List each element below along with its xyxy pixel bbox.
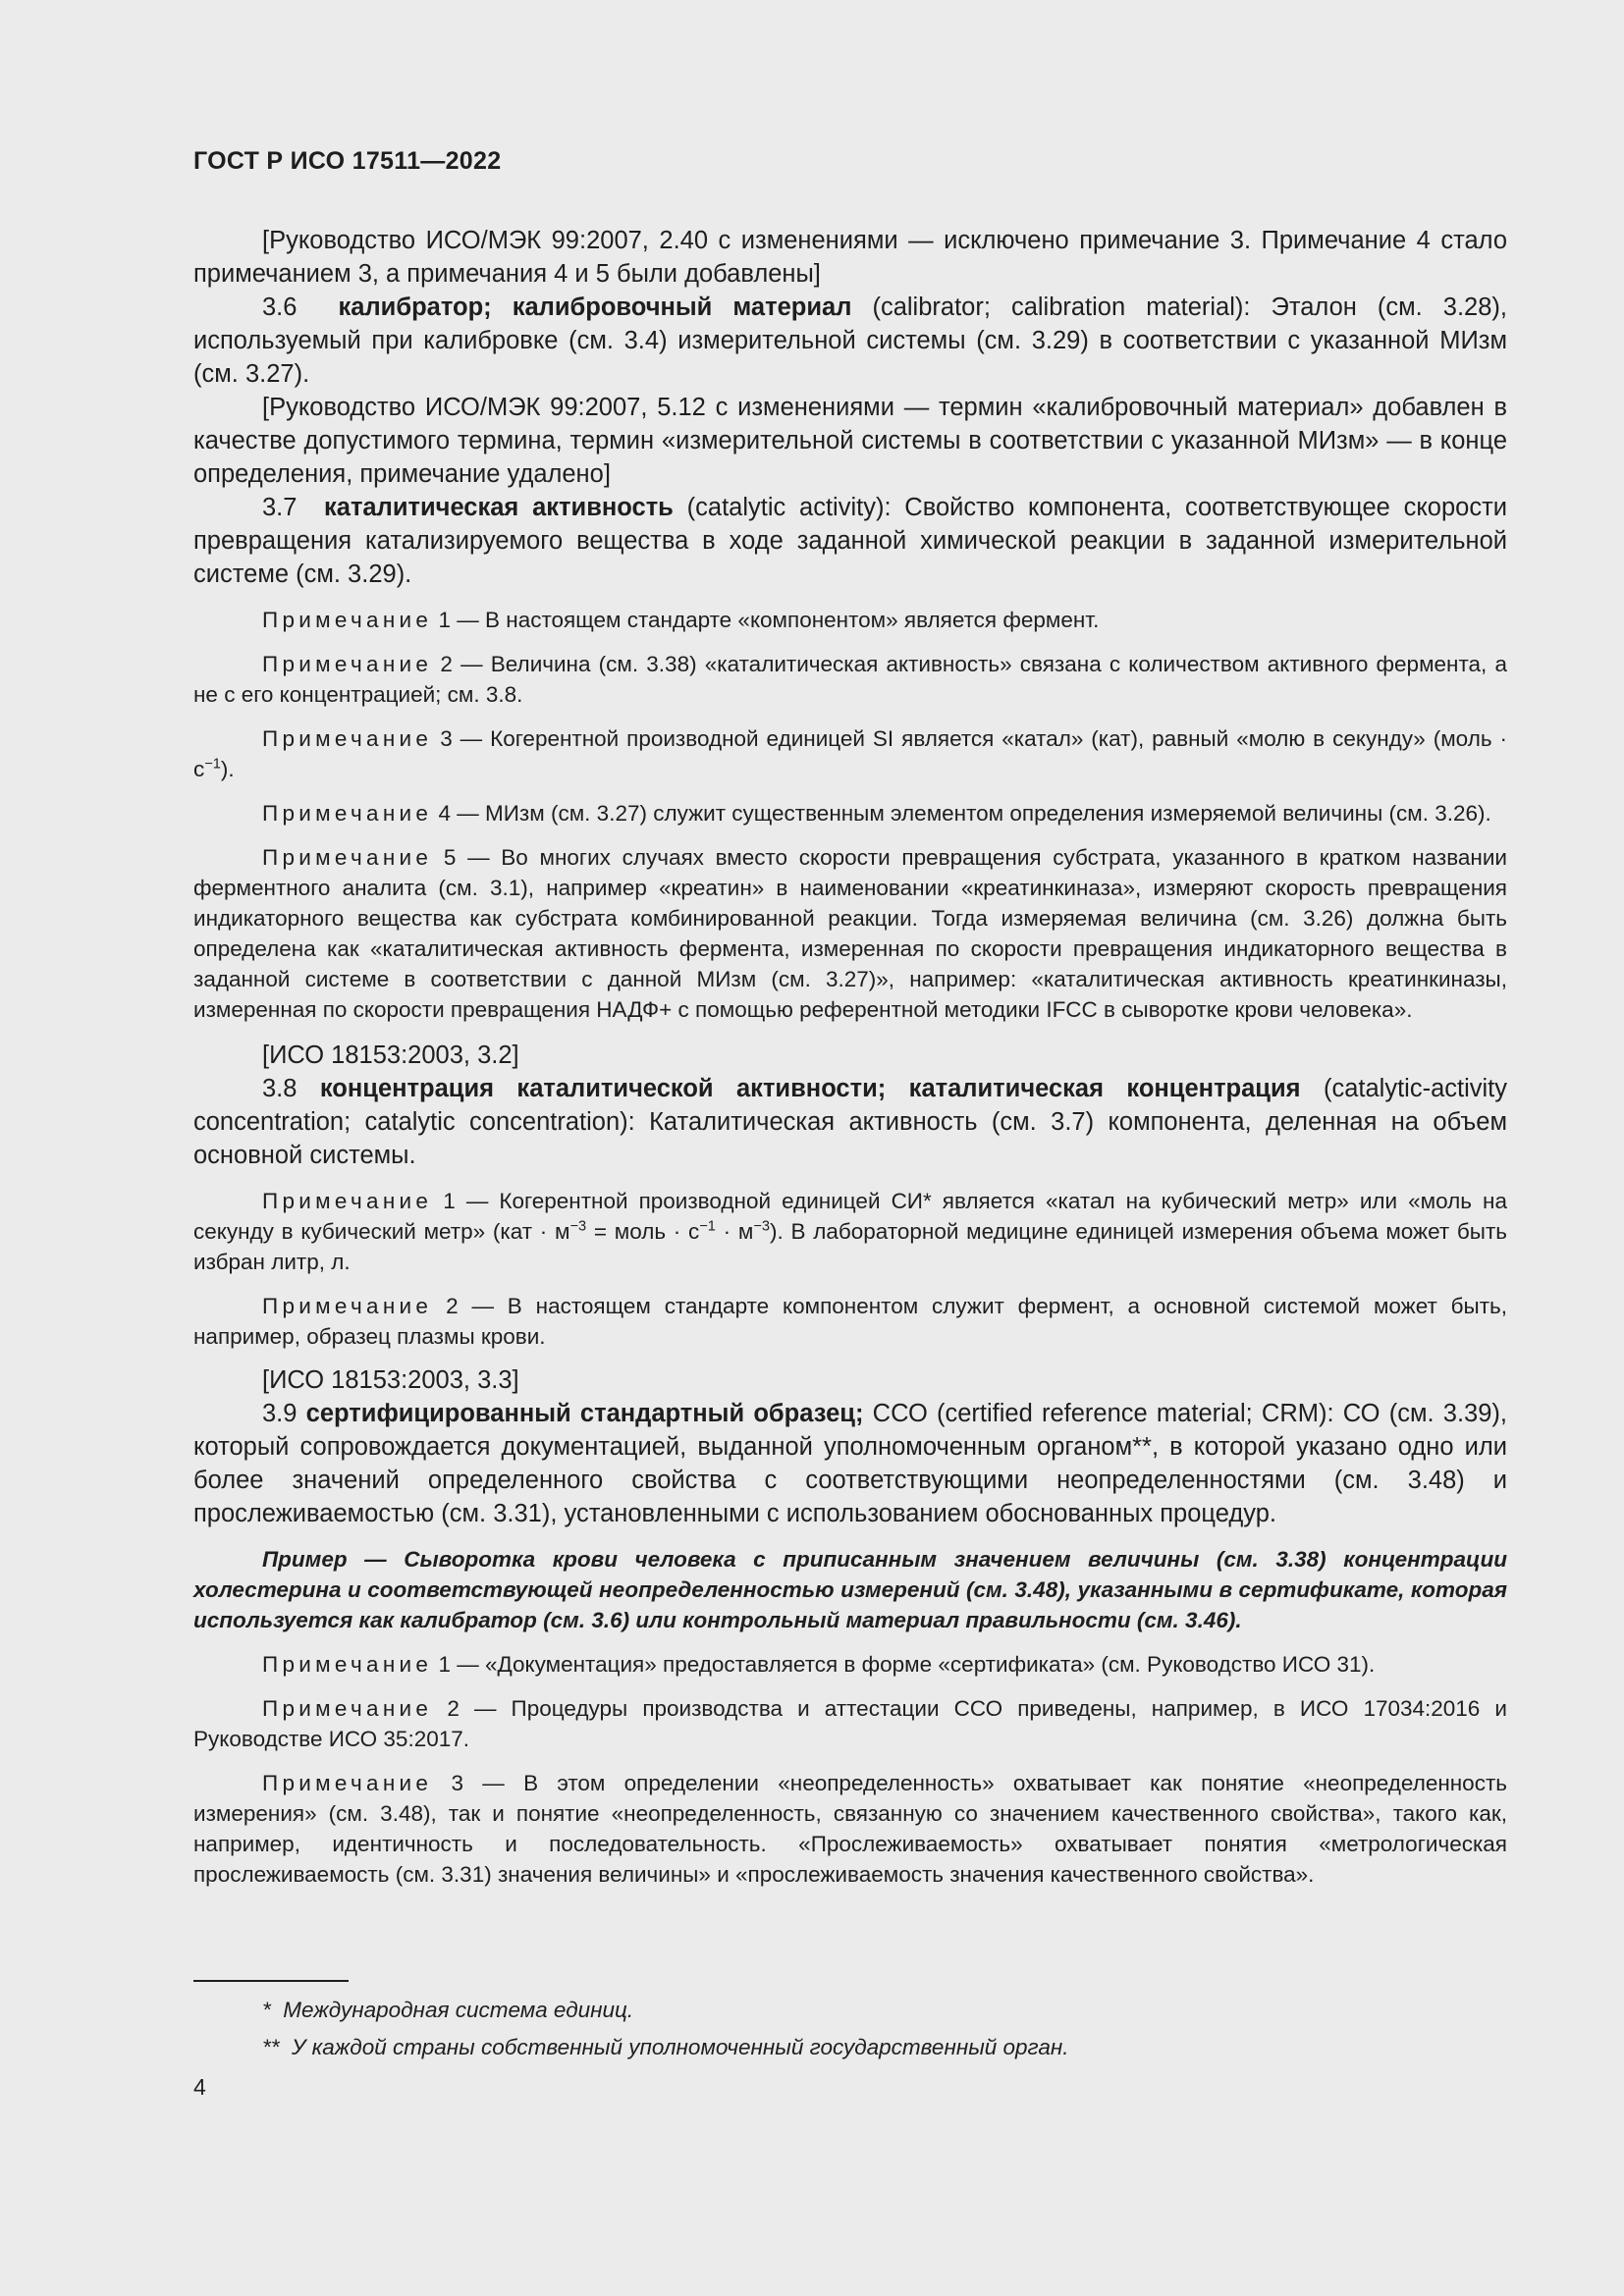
example-text: Пример — Сыворотка крови человека с приписанным значением величины (см. 3.38) концентрации холестерина и соответствующей неопределенностью измерений (см. 3.48), указанными в сертификате, которая используется как калибратор (см. 3.6) или контрольный материал правильности (см. 3.46). xyxy=(193,1547,1507,1632)
note-label: Примечание xyxy=(262,1652,433,1677)
note xyxy=(193,798,1507,828)
term-name: калибратор; калибровочный материал xyxy=(338,294,852,321)
footnote-text: У каждой страны собственный уполномоченный государственный орган. xyxy=(292,2035,1069,2059)
source-reference: [Руководство ИСО/МЭК 99:2007, 2.40 с изменениями — исключено примечание 3. Примечание 4 стало примечанием 3, а примечания 4 и 5 были добавлены] xyxy=(193,227,1507,288)
note-number: 2 xyxy=(440,652,453,676)
footnote-text: Международная система единиц. xyxy=(283,1998,634,2022)
footnote-divider xyxy=(193,1980,349,1982)
note xyxy=(193,842,1507,1025)
note-label: Примечание xyxy=(262,1189,433,1213)
note-label: Примечание xyxy=(262,726,433,751)
note-text: ). В лабораторной медицине единицей измерения объема может быть избран литр, л. xyxy=(193,1219,1507,1274)
term-name: концентрация каталитической активности; каталитическая концентрация xyxy=(319,1075,1301,1102)
note xyxy=(193,1291,1507,1352)
source-reference: [ИСО 18153:2003, 3.2] xyxy=(262,1041,519,1069)
note xyxy=(193,1768,1507,1890)
note-text: ). xyxy=(220,757,235,781)
term-definition: ССО (certified reference material; CRM): СО (см. 3.39), который сопровождается документацией, выданной уполномоченным органом**, в которой указано одно или более значений определенного свойства с соответствующими неопределенностями (см. 3.48) и прослеживаемостью (см. 3.31), установленными с использованием обоснованных процедур. xyxy=(193,1400,1507,1527)
term-number: 3.9 xyxy=(262,1400,298,1427)
note xyxy=(193,605,1507,635)
note-text: — В настоящем стандарте «компонентом» является фермент. xyxy=(451,608,1100,632)
note-number: 1 xyxy=(438,1652,452,1677)
note-text: · м xyxy=(715,1219,754,1244)
term-number: 3.6 xyxy=(262,294,298,321)
term-3-8 xyxy=(193,1072,1507,1172)
note xyxy=(193,1649,1507,1680)
source-reference: [ИСО 18153:2003, 3.3] xyxy=(262,1366,519,1394)
footnote-mark: * xyxy=(262,1998,271,2022)
note-text: — В этом определении «неопределенность» охватывает как понятие «неопределенность измерения» (см. 3.48), так и понятие «неопределенность, связанную со значением качественного свойства», такого как, например, идентичность и последовательность. «Прослеживаемость» охватывает понятия «метрологическая прослеживаемость (см. 3.31) значения величины» и «прослеживаемость значения качественного свойства». xyxy=(193,1771,1507,1887)
superscript: −1 xyxy=(699,1218,716,1235)
note-label: Примечание xyxy=(262,801,433,826)
note-text: — Величина (см. 3.38) «каталитическая активность» связана с количеством активного фермента, а не с его концентрацией; см. 3.8. xyxy=(193,652,1507,707)
page-number: 4 xyxy=(193,2074,206,2100)
note-text: — В настоящем стандарте компонентом служит фермент, а основной системой может быть, например, образец плазмы крови. xyxy=(193,1294,1507,1349)
footnote-mark: ** xyxy=(262,2035,280,2059)
term-number: 3.7 xyxy=(262,494,298,521)
note-text: — Во многих случаях вместо скорости превращения субстрата, указанного в кратком названии ферментного аналита (см. 3.1), например «креатин» в наименовании «креатинкиназа», измеряют скорость превращения индикаторного вещества как субстрата комбинированной реакции. Тогда измеряемая величина (см. 3.26) должна быть определена как «каталитическая активность фермента, измеренная по скорости превращения индикаторного вещества в заданной системе в соответствии с данной МИзм (см. 3.27)», например: «каталитическая активность креатинкиназы, измеренная по скорости превращения НАДФ+ с помощью референтной методики IFCC в сыворотке крови человека». xyxy=(193,845,1507,1022)
note-number: 3 xyxy=(440,726,453,751)
note xyxy=(193,649,1507,710)
term-3-6 xyxy=(193,291,1507,391)
footnote xyxy=(262,1996,633,2025)
term-definition: (calibrator; calibration material): Эталон (см. 3.28), используемый при калибровке (см. 3.4) измерительной системы (см. 3.29) в соответствии с указанной МИзм (см. 3.27). xyxy=(193,294,1507,388)
note xyxy=(193,723,1507,784)
note-number: 1 xyxy=(438,608,452,632)
term-3-7 xyxy=(193,491,1507,591)
term-name: сертифицированный стандартный образец; xyxy=(305,1400,864,1427)
term-definition: (catalytic-activity concentration; catalytic concentration): Каталитическая активность (см. 3.7) компонента, деленная на объем основной системы. xyxy=(193,1075,1507,1169)
superscript: −3 xyxy=(753,1218,771,1235)
note-text: — Когерентной производной единицей СИ* является «катал на кубический метр» или «моль на секунду в кубический метр» (кат · м xyxy=(193,1189,1507,1244)
term-3-9 xyxy=(193,1397,1507,1530)
note xyxy=(193,1186,1507,1277)
note-number: 2 xyxy=(447,1696,460,1721)
document-header: ГОСТ Р ИСО 17511—2022 xyxy=(193,147,502,175)
term-definition: (catalytic activity): Свойство компонента, соответствующее скорости превращения катализируемого вещества в ходе заданной химической реакции в заданной измерительной системе (см. 3.29). xyxy=(193,494,1507,588)
note-text: — Процедуры производства и аттестации ССО приведены, например, в ИСО 17034:2016 и Руководстве ИСО 35:2017. xyxy=(193,1696,1507,1751)
term-number: 3.8 xyxy=(262,1075,298,1102)
note-label: Примечание xyxy=(262,1696,433,1721)
source-reference: [Руководство ИСО/МЭК 99:2007, 5.12 с изменениями — термин «калибровочный материал» добавлен в качестве допустимого термина, термин «измерительной системы в соответствии с указанной МИзм» — в конце определения, примечание удалено] xyxy=(193,394,1507,488)
main-content xyxy=(193,224,1507,1890)
note-number: 2 xyxy=(446,1294,459,1318)
note-label: Примечание xyxy=(262,1771,433,1795)
note-number: 5 xyxy=(443,845,457,870)
note-number: 1 xyxy=(443,1189,456,1213)
note-text: = моль · с xyxy=(586,1219,700,1244)
footnote xyxy=(262,2033,1069,2062)
superscript: −3 xyxy=(569,1218,587,1235)
note-text: — Когерентной производной единицей SI является «катал» (кат), равный «молю в секунду» (моль · с xyxy=(193,726,1507,781)
note-label: Примечание xyxy=(262,1294,433,1318)
note-text: — «Документация» предоставляется в форме «сертификата» (см. Руководство ИСО 31). xyxy=(451,1652,1376,1677)
note-label: Примечание xyxy=(262,845,433,870)
note-number: 4 xyxy=(438,801,452,826)
superscript: −1 xyxy=(204,756,221,773)
note xyxy=(193,1693,1507,1754)
term-name: каталитическая активность xyxy=(324,494,674,521)
note-text: — МИзм (см. 3.27) служит существенным элементом определения измеряемой величины (см. 3.26). xyxy=(451,801,1491,826)
note-number: 3 xyxy=(451,1771,464,1795)
note-label: Примечание xyxy=(262,652,433,676)
note-label: Примечание xyxy=(262,608,433,632)
